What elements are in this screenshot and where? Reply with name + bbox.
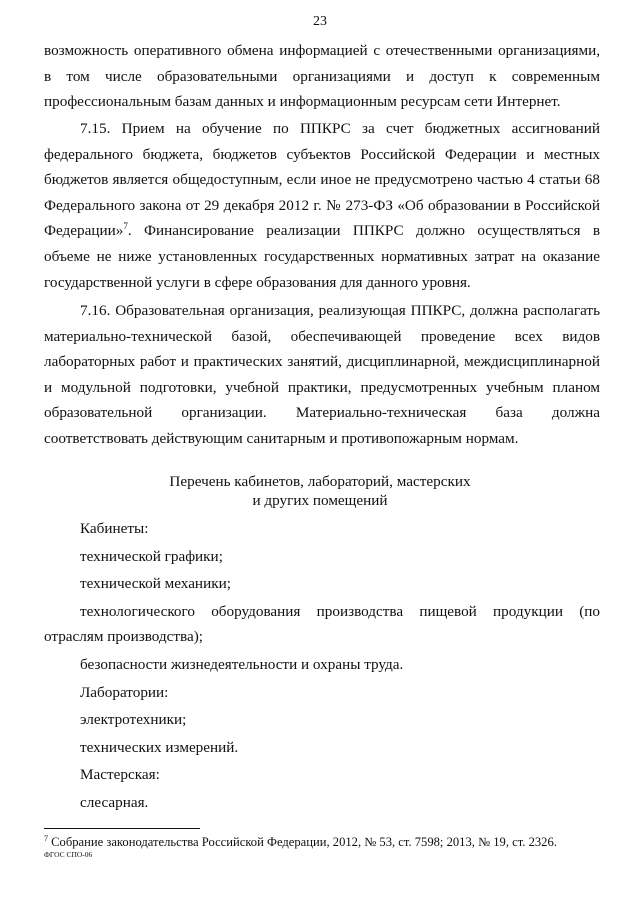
paragraph-line: в том числе образовательными организациями и доступ к современным	[44, 67, 600, 85]
paragraph-line: Федерального закона от 29 декабря 2012 г. № 273-ФЗ «Об образовании в Российской	[44, 196, 600, 214]
lab-item: технических измерений.	[80, 738, 239, 756]
paragraph-line: федерального бюджета, бюджетов субъектов Российской Федерации и местных	[44, 145, 600, 163]
workshop-item: слесарная.	[80, 793, 149, 811]
paragraph-7-15	[44, 116, 600, 295]
lab-item: электротехники;	[80, 711, 187, 729]
paragraph-line: бюджетов является общедоступным, если иное не предусмотрено частью 4 статьи 68	[44, 171, 600, 189]
form-code: ФГОС СПО-06	[44, 850, 93, 859]
section-heading	[0, 472, 640, 510]
cabinet-item	[44, 599, 600, 650]
heading-line: Перечень кабинетов, лабораторий, мастерских	[169, 473, 471, 490]
paragraph-line: возможность оперативного обмена информацией с отечественными организациями,	[44, 42, 600, 59]
paragraph-line: 7.16. Образовательная организация, реализующая ППКРС, должна располагать	[80, 302, 600, 319]
workshop-label: Мастерская:	[80, 766, 160, 784]
footnote-reference: 7	[123, 221, 128, 232]
paragraph-line: лабораторных работ и практических занятий, дисциплинарной, междисциплинарной	[44, 353, 600, 371]
rooms-list	[44, 516, 600, 816]
cabinet-item-line: отраслям производства);	[44, 628, 204, 646]
text-segment: Федерации»	[44, 222, 124, 240]
footnote	[44, 834, 604, 850]
footnote-divider	[44, 828, 200, 829]
cabinet-item: безопасности жизнедеятельности и охраны труда.	[80, 655, 404, 673]
cabinet-item-line: технологического оборудования производства пищевой продукции (по	[80, 602, 600, 620]
paragraph-line: профессиональным базам данных и информационным ресурсам сети Интернет.	[44, 93, 561, 111]
paragraph-line: соответствовать действующим санитарным и противопожарным нормам.	[44, 429, 519, 447]
paragraph-line: государственной услуги в сфере образования для данного уровня.	[44, 273, 471, 291]
paragraph-7-16	[44, 298, 600, 452]
paragraph-line: образовательной организации. Материально-техническая база должна	[44, 404, 600, 422]
paragraph-line-with-footnote: Федерации»$^7$. Финансирование реализации ППКРС должно осуществляться в	[44, 221, 600, 240]
paragraph-line: 7.15. Прием на обучение по ППКРС за счет бюджетных ассигнований	[80, 120, 600, 137]
cabinet-item: технической графики;	[80, 547, 223, 565]
footnote-number: 7	[44, 833, 48, 843]
labs-label: Лаборатории:	[80, 683, 169, 701]
heading-line: и других помещений	[252, 492, 388, 509]
text-segment: Финансирование реализации ППКРС должно осуществляться в	[144, 222, 600, 240]
paragraph-line: и модульной подготовки, учебной практики, предусмотренных учебным планом	[44, 378, 600, 396]
page-number: 23	[313, 14, 327, 29]
paragraph-line: материально-технической базой, обеспечивающей проведение всех видов	[44, 327, 600, 345]
footnote-text: Собрание законодательства Российской Федерации, 2012, № 53, ст. 7598; 2013, № 19, ст. 2326.	[51, 835, 557, 849]
cabinet-item: технической механики;	[80, 575, 231, 593]
cabinets-label: Кабинеты:	[80, 520, 149, 537]
paragraph-line: объеме не ниже установленных государственных нормативных затрат на оказание	[44, 247, 600, 265]
paragraph-resources	[44, 38, 600, 115]
